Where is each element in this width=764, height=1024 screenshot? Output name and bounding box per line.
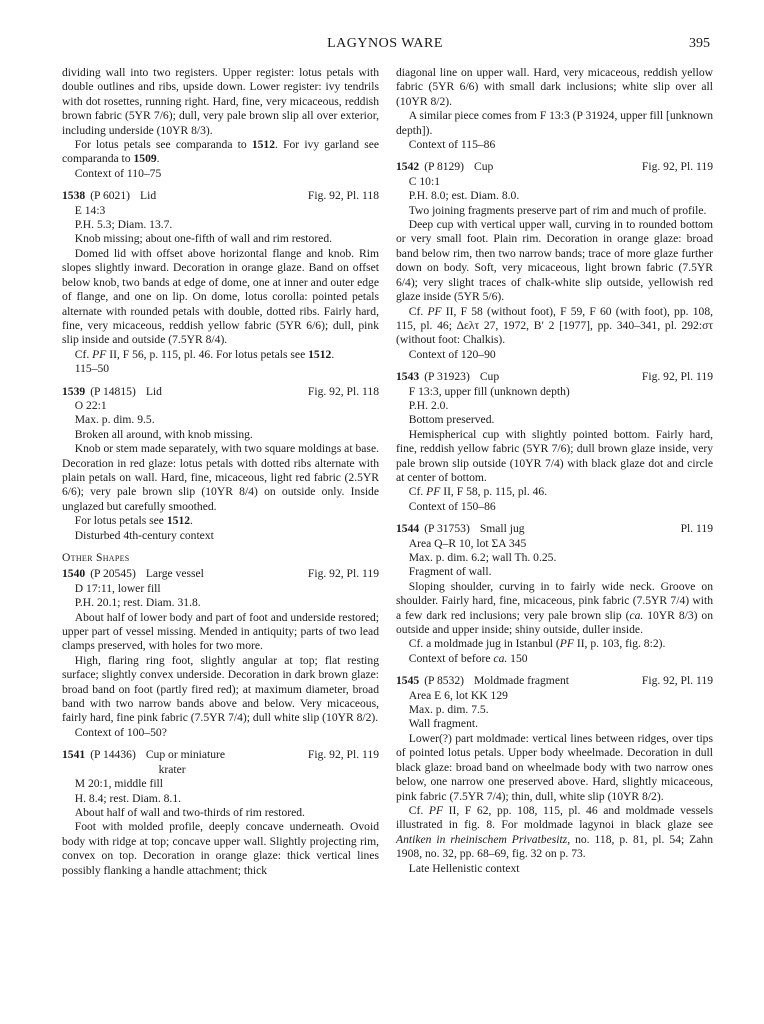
entry-heading [396, 160, 713, 174]
inventory-number: (P 8532) [424, 674, 465, 688]
context-date: Context of before ca. 150 [408, 651, 528, 665]
dimensions: Max. p. dim. 7.5. [408, 703, 489, 717]
figure-reference: Fig. 92, Pl. 119 [307, 567, 379, 581]
catalogue-entry-1540 [62, 567, 379, 740]
catalogue-entry-1538 [62, 189, 379, 376]
dimensions: P.H. 20.1; rest. Diam. 31.8. [74, 596, 201, 610]
context-date: Late Hellenistic context [408, 861, 520, 875]
dimensions: P.H. 8.0; est. Diam. 8.0. [408, 189, 520, 203]
catalogue-entry-1544 [396, 522, 713, 666]
deposit-location: Area E 6, lot KK 129 [408, 688, 508, 702]
figure-reference: Fig. 92, Pl. 119 [641, 674, 713, 688]
preservation: Wall fragment. [408, 717, 478, 731]
comparanda: For lotus petals see 1512. [74, 514, 193, 528]
entry-number: 1545 [396, 674, 420, 688]
figure-reference: Fig. 92, Pl. 119 [307, 748, 379, 762]
figure-reference: Fig. 92, Pl. 119 [641, 370, 713, 384]
figure-reference: Fig. 92, Pl. 118 [307, 189, 379, 203]
continued-description: diagonal line on upper wall. Hard, very micaceous, reddish yellow fabric (5YR 6/6) with small dark inclusions; white slip over all (10YR 8/2). [396, 66, 713, 108]
page-number: 395 [689, 36, 710, 51]
context-date: Context of 150–86 [408, 499, 496, 513]
entry-number: 1539 [62, 384, 86, 398]
entry-heading [62, 385, 379, 399]
preservation: Broken all around, with knob missing. [74, 427, 253, 441]
figure-reference: Pl. 119 [680, 522, 713, 536]
deposit-location: O 22:1 [74, 398, 107, 412]
preservation: About half of lower body and part of foot and underside restored; upper part of vessel missing. Mended in antiquity; parts of two lead clamps preserved, with holes for two more. [62, 610, 379, 653]
catalogue-entry-1545 [396, 674, 713, 876]
catalogue-entry-1543 [396, 370, 713, 514]
dimensions: Max. p. dim. 6.2; wall Th. 0.25. [408, 551, 557, 564]
figure-reference: Fig. 92, Pl. 119 [641, 160, 713, 174]
preservation: Fragment of wall. [408, 565, 492, 579]
comparanda: Cf. a moldmade jug in Istanbul (PF II, p. 103, fig. 8:2). [408, 637, 666, 651]
intro-context: Context of 110–75 [74, 166, 162, 180]
context-date: Context of 100–50? [74, 725, 167, 739]
deposit-location: Area Q–R 10, lot ΣΑ 345 [408, 536, 527, 550]
dimensions: H. 8.4; rest. Diam. 8.1. [74, 791, 182, 805]
object-name: Small jug [479, 522, 525, 536]
object-name: Lid [145, 384, 162, 398]
entry-number: 1540 [62, 567, 86, 581]
figure-reference: Fig. 92, Pl. 118 [307, 384, 379, 398]
intro-comparanda: For lotus petals see comparanda to 1512. For ivy garland see comparanda to 1509. [62, 138, 380, 166]
description: Lower(?) part moldmade: vertical lines between ridges, over tips of pointed lotus petals. Upper body wheelmade. Decoration in dull black glaze: broad band on wheelmade body with two narrow ones below, one narrow one preserved above. Hard, slightly micaceous, pink fabric (7.5YR 7/4); thin, dull, white slip (10YR 8/2). [396, 731, 713, 803]
dimensions: P.H. 2.0. [408, 398, 449, 412]
dimensions: P.H. 5.3; Diam. 13.7. [74, 218, 173, 232]
entry-number: 1544 [396, 522, 420, 536]
entry-number: 1541 [62, 748, 86, 762]
inventory-number: (P 6021) [90, 189, 131, 203]
comparanda: Cf. PF II, F 58, p. 115, pl. 46. [408, 485, 548, 499]
deposit-location: D 17:11, lower fill [74, 581, 161, 595]
context-date: Context of 115–86 [408, 138, 496, 152]
catalogue-entry-1542 [396, 160, 713, 362]
entry-heading [396, 674, 713, 688]
similar-piece-note: A similar piece comes from F 13:3 (P 31924, upper fill [unknown depth]). [396, 109, 713, 137]
entry-number: 1543 [396, 370, 420, 384]
intro-paragraph: dividing wall into two registers. Upper register: lotus petals with double outlines and ribs, upside down. Lower register: ivy tendrils with dot rosettes, running right. Hard, fine, very micaceous, reddish brown fabric (5YR 7/6); dull, very pale brown slip all over exterior, including underside (10YR 8/3). [62, 66, 379, 137]
running-header [60, 36, 710, 56]
deposit-location: F 13:3, upper fill (unknown depth) [408, 384, 570, 398]
object-name: Cup [474, 160, 494, 174]
section-heading: Other Shapes [62, 551, 130, 564]
entry-heading [396, 522, 713, 536]
entry-number: 1538 [62, 189, 86, 203]
left-column [62, 66, 379, 878]
comparanda: Cf. PF II, F 58 (without foot), F 59, F 60 (with foot), pp. 108, 115, pl. 46; Δελτ 27, 1972, B′ 2 [1977], pp. 340–341, pl. 292:στ (without foot: Chalkis). [396, 304, 714, 347]
object-name: Lid [140, 189, 157, 203]
entry-number: 1542 [396, 160, 420, 174]
object-name: Cup or miniature krater [145, 748, 226, 776]
preservation: Bottom preserved. [408, 413, 495, 427]
right-column [396, 66, 713, 884]
deposit-location: M 20:1, middle fill [74, 777, 163, 791]
object-name: Cup [479, 370, 500, 384]
description: Sloping shoulder, curving in to fairly wide neck. Groove on shoulder. Fairly hard, fine, micaceous, pink fabric (7.5YR 7/4) with a few dark red inclusions; very pale brown slip (ca. 10YR 8/3) on outside and upper inside; shiny outside, duller inside. [396, 579, 713, 637]
running-title: LAGYNOS WARE [327, 36, 443, 51]
entry-heading [62, 189, 379, 203]
inventory-number: (P 20545) [90, 567, 136, 581]
deposit-location: E 14:3 [74, 203, 106, 217]
preservation: Knob missing; about one-fifth of wall and rim restored. [74, 232, 333, 246]
context-date: Disturbed 4th-century context [74, 528, 214, 542]
catalogue-entry-1539 [62, 385, 379, 543]
inventory-number: (P 14436) [90, 748, 136, 762]
inventory-number: (P 31753) [424, 522, 470, 536]
deposit-location: C 10:1 [408, 174, 440, 188]
preservation: Two joining fragments preserve part of rim and much of profile. [408, 203, 707, 217]
inventory-number: (P 31923) [424, 370, 470, 384]
catalogue-entry-1541 [62, 748, 379, 878]
description: Hemispherical cup with slightly pointed bottom. Fairly hard, fine, reddish yellow fabric (5YR 7/6); dull brown glaze inside, very pale brown slip outside (10YR 7/4) with black glaze dot and circle at center of bottom. [396, 427, 713, 484]
inventory-number: (P 8129) [424, 160, 465, 174]
comparanda: Cf. PF II, F 56, p. 115, pl. 46. For lotus petals see 1512. [74, 347, 335, 361]
description: Domed lid with offset above horizontal flange and knob. Rim slopes slightly inward. Decoration in orange glaze. Band on offset below knob, two bands at edge of dome, one at inner and outer edge of flange, and one on lip. On dome, lotus corolla: pointed petals alternate with rounded petals with double, dotted ribs. Fairly hard, fine, very micaceous, reddish yellow fabric (5YR 6/6); dull, pink slip inside and outside (7.5YR 8/4). [62, 246, 379, 347]
entry-heading [62, 567, 379, 581]
entry-heading [396, 370, 713, 384]
context-date: 115–50 [74, 362, 110, 376]
description: Foot with molded profile, deeply concave underneath. Ovoid body with ridge at top; concave upper wall. Slightly projecting rim, convex on top. Decoration in orange glaze: thick vertical lines possibly flanking a handle attachment; thick [62, 820, 379, 877]
preservation: About half of wall and two-thirds of rim restored. [74, 805, 305, 819]
object-name: Large vessel [145, 567, 204, 581]
inventory-number: (P 14815) [90, 384, 136, 398]
context-date: Context of 120–90 [408, 347, 496, 361]
object-name: Moldmade fragment [474, 674, 569, 688]
description: High, flaring ring foot, slightly angular at top; flat resting surface; slightly convex underside. Decoration in dark brown glaze: broad band on foot (partly fired red); at maximum diameter, broad band with two narrow bands above and below. Very micaceous, fairly hard, fine pink fabric (7.5YR 7/4); dull white slip (10YR 8/2). [62, 653, 379, 725]
description: Deep cup with vertical upper wall, curving in to rounded bottom or very small foot. Plain rim. Decoration in orange glaze: broad band below rim, then two narrow bands; trace of more glaze further down on body. Soft, very micaceous, light brown fabric (7.5YR 6/4); very slight traces of chalk-white slip outside, yellowish red glaze inside (5YR 5/6). [396, 218, 713, 304]
description: Knob or stem made separately, with two square moldings at base. Decoration in red glaze: lotus petals with dotted ribs alternate with plain petals on wall. Hard, fine, micaceous, light red fabric (2.5YR 6/6); very pale brown slip (10YR 8/4) on outside only. Inside unglazed but carefully smoothed. [62, 442, 379, 513]
entry-heading [62, 748, 379, 777]
comparanda: Cf. PF II, F 62, pp. 108, 115, pl. 46 and moldmade vessels illustrated in fig. 8. For moldmade lagynoi in black glaze see Antiken in rheinischem Privatbesitz, no. 118, p. 81, pl. 54; Zahn 1908, no. 32, pp. 68–69, fig. 32 on p. 73. [396, 803, 714, 861]
dimensions: Max. p. dim. 9.5. [74, 413, 155, 427]
